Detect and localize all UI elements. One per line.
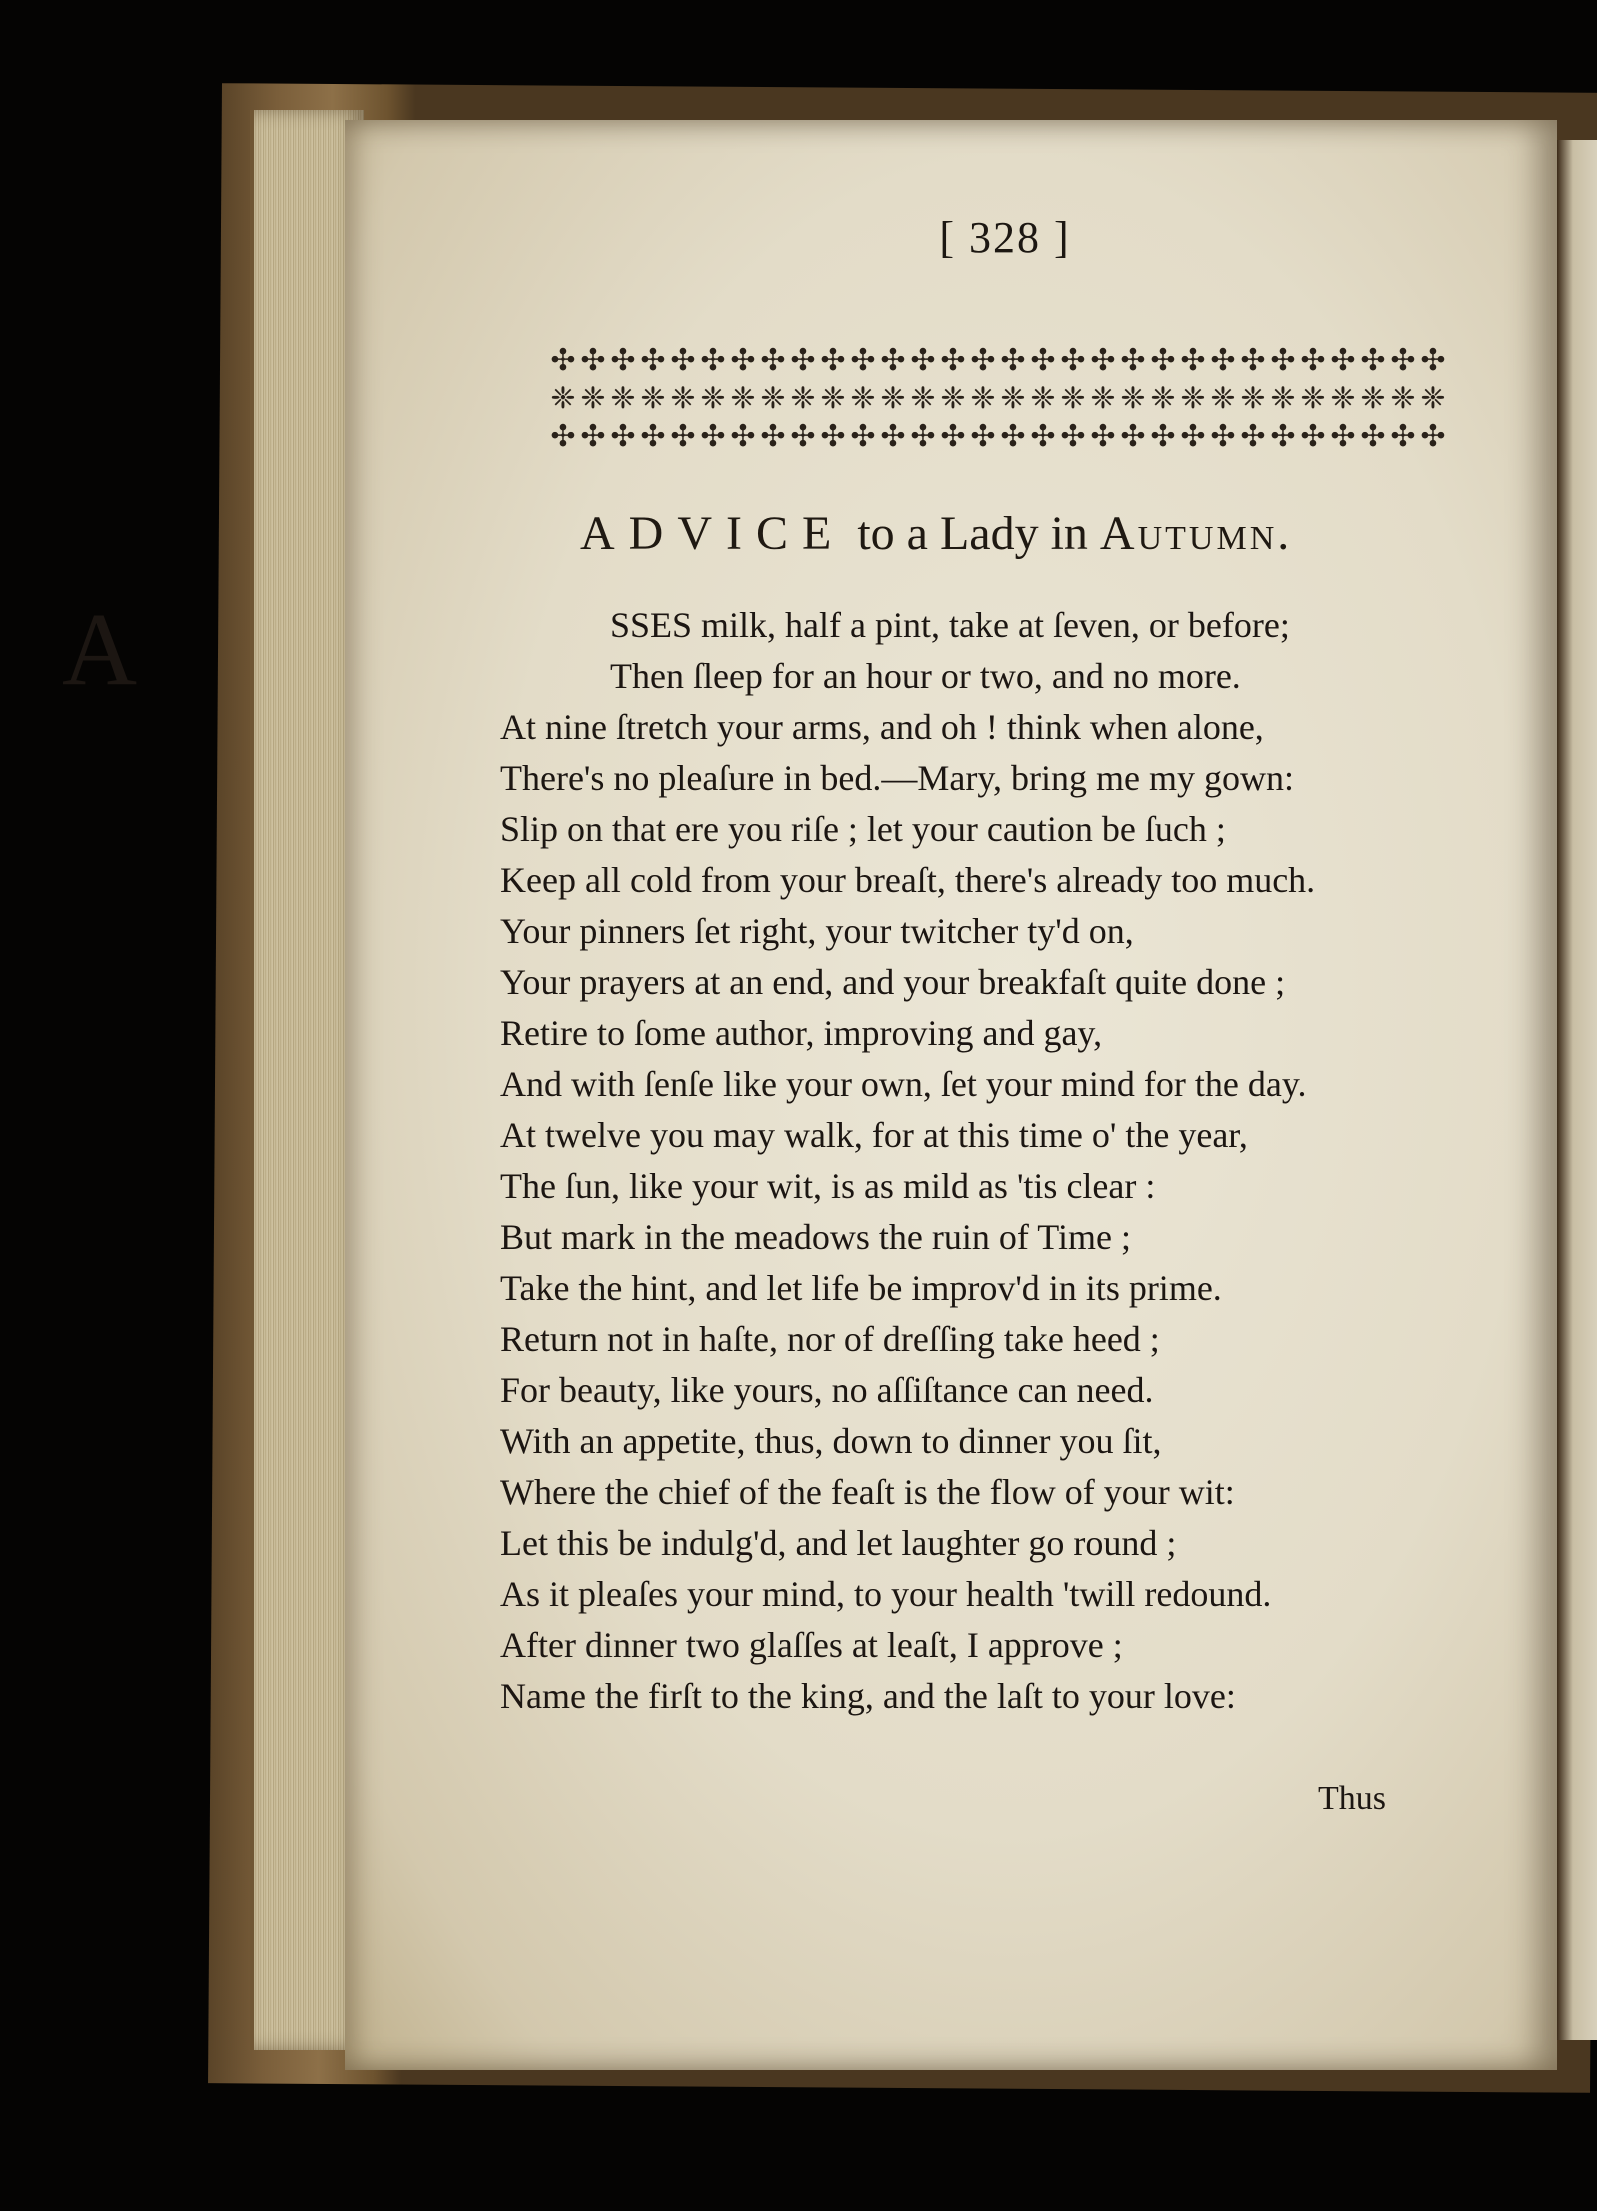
svg-text:❈: ❈ bbox=[730, 381, 756, 416]
svg-text:✣: ✣ bbox=[760, 343, 786, 378]
svg-text:✣: ✣ bbox=[790, 343, 816, 378]
svg-text:✣: ✣ bbox=[1390, 343, 1416, 378]
svg-text:✣: ✣ bbox=[700, 343, 726, 378]
svg-text:✣: ✣ bbox=[1090, 343, 1116, 378]
svg-text:✣: ✣ bbox=[880, 343, 906, 378]
title-autumn: Autumn. bbox=[1099, 507, 1293, 560]
svg-text:❈: ❈ bbox=[580, 381, 606, 416]
poem-line: Where the chief of the feaſt is the flow of your wit: bbox=[500, 1472, 1235, 1512]
svg-text:❈: ❈ bbox=[1090, 381, 1116, 416]
svg-text:✣: ✣ bbox=[880, 419, 906, 454]
svg-text:✣: ✣ bbox=[910, 419, 936, 454]
svg-text:✣: ✣ bbox=[910, 343, 936, 378]
svg-text:❈: ❈ bbox=[1210, 381, 1236, 416]
poem-body bbox=[500, 600, 1440, 1722]
svg-text:✣: ✣ bbox=[730, 343, 756, 378]
svg-text:✣: ✣ bbox=[1270, 343, 1296, 378]
svg-text:❈: ❈ bbox=[1360, 381, 1386, 416]
title-middle: to a Lady in bbox=[845, 507, 1100, 560]
svg-text:✣: ✣ bbox=[700, 419, 726, 454]
svg-text:❈: ❈ bbox=[1330, 381, 1356, 416]
svg-text:❈: ❈ bbox=[1300, 381, 1326, 416]
svg-text:✣: ✣ bbox=[1420, 343, 1446, 378]
svg-text:✣: ✣ bbox=[790, 419, 816, 454]
svg-text:✣: ✣ bbox=[1000, 419, 1026, 454]
poem-line: Your pinners ſet right, your twitcher ty'd on, bbox=[500, 911, 1134, 951]
svg-text:❈: ❈ bbox=[850, 381, 876, 416]
svg-text:❈: ❈ bbox=[1030, 381, 1056, 416]
svg-text:✣: ✣ bbox=[580, 419, 606, 454]
svg-text:❈: ❈ bbox=[1420, 381, 1446, 416]
svg-text:❈: ❈ bbox=[1000, 381, 1026, 416]
poem-line: At nine ſtretch your arms, and oh ! think when alone, bbox=[500, 707, 1264, 747]
svg-text:✣: ✣ bbox=[1150, 343, 1176, 378]
svg-text:✣: ✣ bbox=[850, 343, 876, 378]
svg-text:❈: ❈ bbox=[1150, 381, 1176, 416]
poem-line: Then ſleep for an hour or two, and no more. bbox=[610, 656, 1241, 696]
svg-text:✣: ✣ bbox=[1240, 419, 1266, 454]
poem-line: Take the hint, and let life be improv'd in its prime. bbox=[500, 1268, 1222, 1308]
svg-text:✣: ✣ bbox=[610, 343, 636, 378]
svg-text:✣: ✣ bbox=[820, 419, 846, 454]
facing-page-edge bbox=[1557, 140, 1597, 2040]
svg-text:❈: ❈ bbox=[1240, 381, 1266, 416]
poem-line: Keep all cold from your breaſt, there's already too much. bbox=[500, 860, 1316, 900]
svg-text:✣: ✣ bbox=[1030, 419, 1056, 454]
svg-text:✣: ✣ bbox=[670, 419, 696, 454]
svg-text:✣: ✣ bbox=[940, 419, 966, 454]
svg-text:❈: ❈ bbox=[610, 381, 636, 416]
svg-text:✣: ✣ bbox=[970, 419, 996, 454]
svg-text:✣: ✣ bbox=[970, 343, 996, 378]
svg-text:✣: ✣ bbox=[1270, 419, 1296, 454]
poem-line: For beauty, like yours, no aſſiſtance can need. bbox=[500, 1370, 1154, 1410]
ornamental-border bbox=[545, 340, 1455, 458]
svg-text:✣: ✣ bbox=[1000, 343, 1026, 378]
svg-text:❈: ❈ bbox=[940, 381, 966, 416]
poem-line: After dinner two glaſſes at leaſt, I approve ; bbox=[500, 1625, 1123, 1665]
svg-text:✣: ✣ bbox=[1390, 419, 1416, 454]
svg-text:✣: ✣ bbox=[730, 419, 756, 454]
svg-text:❈: ❈ bbox=[1390, 381, 1416, 416]
poem-line: Your prayers at an end, and your breakfaſt quite done ; bbox=[500, 962, 1286, 1002]
poem-line: At twelve you may walk, for at this time o' the year, bbox=[500, 1115, 1248, 1155]
poem-line: Let this be indulg'd, and let laughter go round ; bbox=[500, 1523, 1177, 1563]
svg-text:❈: ❈ bbox=[700, 381, 726, 416]
svg-text:❈: ❈ bbox=[1270, 381, 1296, 416]
poem-line: With an appetite, thus, down to dinner you ſit, bbox=[500, 1421, 1162, 1461]
poem-line: And with ſenſe like your own, ſet your mind for the day. bbox=[500, 1064, 1307, 1104]
catchword: Thus bbox=[1318, 1780, 1386, 1817]
poem-line: As it pleaſes your mind, to your health 'twill redound. bbox=[500, 1574, 1272, 1614]
svg-text:❈: ❈ bbox=[670, 381, 696, 416]
svg-text:✣: ✣ bbox=[1360, 419, 1386, 454]
svg-text:❈: ❈ bbox=[880, 381, 906, 416]
svg-text:❈: ❈ bbox=[910, 381, 936, 416]
poem-line: Slip on that ere you riſe ; let your caution be ſuch ; bbox=[500, 809, 1226, 849]
poem-line: The ſun, like your wit, is as mild as 'tis clear : bbox=[500, 1166, 1156, 1206]
svg-text:✣: ✣ bbox=[1060, 419, 1086, 454]
svg-text:❈: ❈ bbox=[640, 381, 666, 416]
svg-text:❈: ❈ bbox=[790, 381, 816, 416]
poem-line: There's no pleaſure in bed.—Mary, bring me my gown: bbox=[500, 758, 1294, 798]
svg-text:❈: ❈ bbox=[820, 381, 846, 416]
poem-line: Name the firſt to the king, and the laſt to your love: bbox=[500, 1676, 1236, 1716]
svg-text:❈: ❈ bbox=[760, 381, 786, 416]
title-advice: ADVICE bbox=[580, 507, 846, 560]
poem-line: SSES milk, half a pint, take at ſeven, or before; bbox=[610, 605, 1290, 645]
svg-text:✣: ✣ bbox=[1060, 343, 1086, 378]
svg-text:❈: ❈ bbox=[1060, 381, 1086, 416]
svg-text:✣: ✣ bbox=[550, 343, 576, 378]
poem-line: Return not in haſte, nor of dreſſing take heed ; bbox=[500, 1319, 1160, 1359]
svg-text:✣: ✣ bbox=[820, 343, 846, 378]
svg-text:✣: ✣ bbox=[670, 343, 696, 378]
svg-text:❈: ❈ bbox=[550, 381, 576, 416]
svg-text:✣: ✣ bbox=[1240, 343, 1266, 378]
svg-text:✣: ✣ bbox=[1090, 419, 1116, 454]
svg-text:✣: ✣ bbox=[1210, 419, 1236, 454]
svg-text:❈: ❈ bbox=[970, 381, 996, 416]
svg-text:✣: ✣ bbox=[940, 343, 966, 378]
svg-text:❈: ❈ bbox=[1180, 381, 1206, 416]
svg-text:✣: ✣ bbox=[850, 419, 876, 454]
page-number: [ 328 ] bbox=[939, 213, 1071, 262]
svg-text:✣: ✣ bbox=[1360, 343, 1386, 378]
svg-text:✣: ✣ bbox=[1180, 419, 1206, 454]
svg-text:✣: ✣ bbox=[550, 419, 576, 454]
svg-text:✣: ✣ bbox=[760, 419, 786, 454]
poem-line: Retire to ſome author, improving and gay, bbox=[500, 1013, 1103, 1053]
svg-text:✣: ✣ bbox=[1300, 343, 1326, 378]
svg-text:✣: ✣ bbox=[610, 419, 636, 454]
poem-line: But mark in the meadows the ruin of Time ; bbox=[500, 1217, 1131, 1257]
svg-text:✣: ✣ bbox=[1330, 343, 1356, 378]
svg-text:✣: ✣ bbox=[1420, 419, 1446, 454]
svg-text:✣: ✣ bbox=[1120, 419, 1146, 454]
svg-text:✣: ✣ bbox=[640, 343, 666, 378]
svg-text:✣: ✣ bbox=[580, 343, 606, 378]
svg-text:✣: ✣ bbox=[1120, 343, 1146, 378]
svg-text:✣: ✣ bbox=[1300, 419, 1326, 454]
svg-text:❈: ❈ bbox=[1120, 381, 1146, 416]
drop-cap: A bbox=[62, 592, 138, 707]
svg-text:✣: ✣ bbox=[640, 419, 666, 454]
svg-text:✣: ✣ bbox=[1150, 419, 1176, 454]
svg-text:✣: ✣ bbox=[1330, 419, 1356, 454]
svg-text:✣: ✣ bbox=[1180, 343, 1206, 378]
svg-text:✣: ✣ bbox=[1030, 343, 1056, 378]
poem-title bbox=[580, 506, 1460, 561]
svg-text:✣: ✣ bbox=[1210, 343, 1236, 378]
